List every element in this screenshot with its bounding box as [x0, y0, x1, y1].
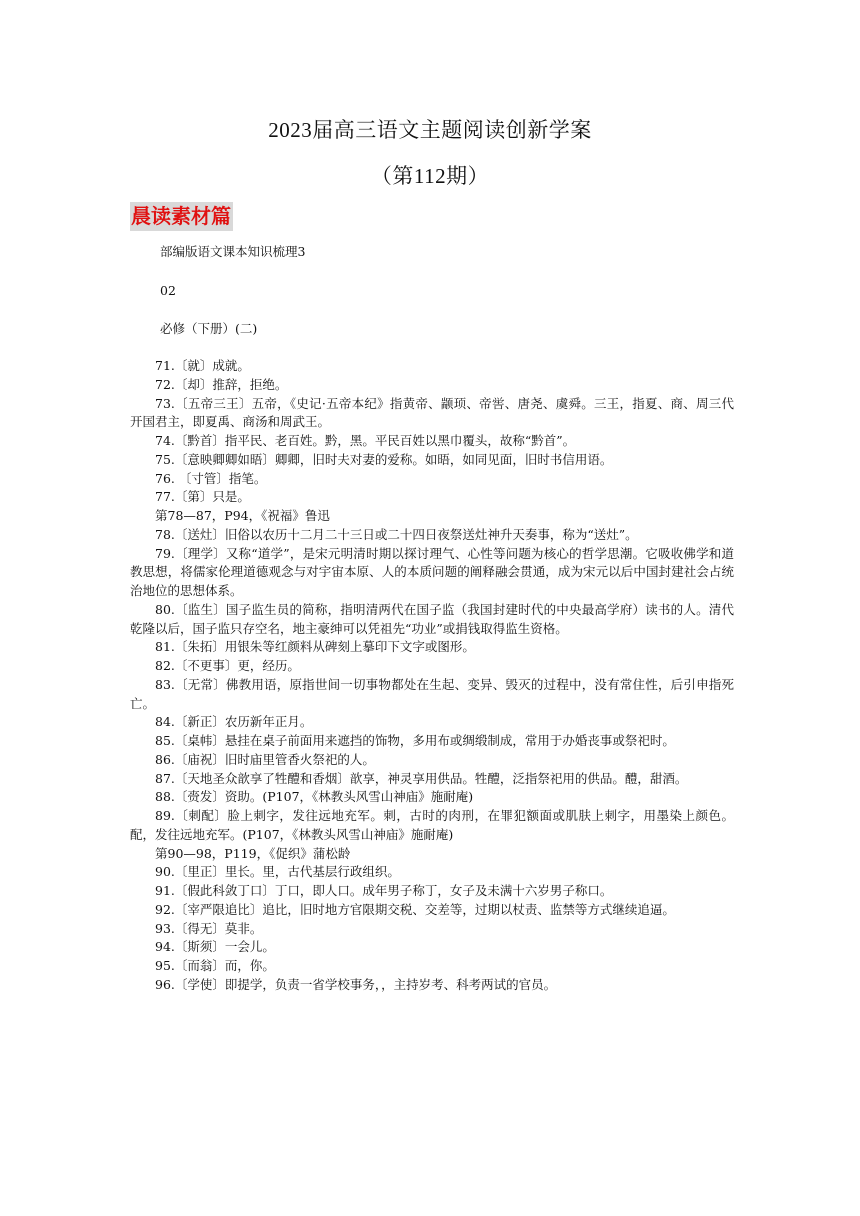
- entry-93: 93.〔得无〕莫非。: [155, 920, 263, 936]
- entry-84: 84.〔新正〕农历新年正月。: [155, 714, 313, 730]
- entry-80: 80.〔监生〕国子监生员的简称，指明清两代在国子监（我国封建时代的中央最高学府）读书的人。清代乾隆以后，国子监只存空名，地主豪绅可以凭祖先“功业”或捐钱取得监生资格。: [130, 601, 734, 636]
- intro-line-textbook: 部编版语文课本知识梳理3: [160, 244, 306, 259]
- intro-line-part: 02: [160, 283, 176, 298]
- entry-72: 72.〔却〕推辞，拒绝。: [155, 376, 288, 392]
- entry-87: 87.〔天地圣众歆享了牲醴和香烟〕歆享，神灵享用供品。牲醴，泛指祭祀用的供品。醴，甜酒。: [155, 770, 688, 786]
- entry-86: 86.〔庙祝〕旧时庙里管香火祭祀的人。: [155, 751, 375, 767]
- entry-90: 90.〔里正〕里长。里，古代基层行政组织。: [155, 864, 400, 880]
- source-line-zhufu: 第78—87，P94，《祝福》鲁迅: [155, 508, 330, 523]
- source-line-cuzhi: 第90—98，P119，《促织》蒲松龄: [155, 845, 351, 861]
- section-heading: 晨读素材篇: [130, 202, 233, 231]
- entry-88: 88.〔赍发〕资助。(P107，《林教头风雪山神庙》施耐庵): [155, 789, 474, 805]
- entry-71: 71.〔就〕成就。: [155, 358, 250, 373]
- entry-73: 73.〔五帝三王〕五帝，《史记·五帝本纪》指黄帝、颛顼、帝喾、唐尧、虞舜。三王，指夏、商、周三代开国君主，即夏禹、商汤和周武王。: [130, 395, 734, 430]
- entry-81: 81.〔朱拓〕用银朱等红颜料从碑刻上摹印下文字或图形。: [155, 639, 475, 655]
- entry-96: 96.〔学使〕即提学，负责一省学校事务，，主持岁考、科考两试的官员。: [155, 976, 557, 992]
- intro-line-volume: 必修（下册）(二): [160, 321, 258, 336]
- entry-75: 75.〔意映卿卿如晤〕卿卿，旧时夫对妻的爱称。如晤，如同见面，旧时书信用语。: [155, 451, 613, 467]
- issue-number: （第112期）: [370, 164, 490, 188]
- entry-74: 74.〔黔首〕指平民、老百姓。黔，黑。平民百姓以黑巾覆头，故称“黔首”。: [155, 433, 576, 448]
- entry-94: 94.〔斯须〕一会儿。: [155, 939, 275, 955]
- entry-85: 85.〔桌帏〕悬挂在桌子前面用来遮挡的饰物，多用布或绸缎制成，常用于办婚丧事或祭祀时。: [155, 733, 675, 748]
- entry-76: 76. 〔寸管〕指笔。: [155, 470, 267, 486]
- entry-78: 78.〔送灶〕旧俗以农历十二月二十三日或二十四日夜祭送灶神升天奏事，称为“送灶”。: [155, 526, 638, 542]
- entry-91: 91.〔假此科敛丁口〕丁口，即人口。成年男子称丁，女子及未满十六岁男子称口。: [155, 883, 613, 898]
- entry-92: 92.〔宰严限追比〕追比，旧时地方官限期交税、交差等，过期以杖责、监禁等方式继续追逼。: [155, 901, 675, 917]
- entry-95: 95.〔而翁〕而，你。: [155, 958, 275, 973]
- entry-79: 79.〔理学〕又称“道学”，是宋元明清时期以探讨理气、心性等问题为核心的哲学思潮。它吸收佛学和道教思想，将儒家伦理道德观念与对宇宙本原、人的本质问题的阐释融会贯通，成为宋元以后中国封建社会占统治地位的思想体系。: [130, 545, 734, 598]
- entry-77: 77.〔第〕只是。: [155, 489, 250, 505]
- entry-82: 82.〔不更事〕更，经历。: [155, 658, 300, 673]
- entries-list: [130, 357, 734, 995]
- entry-89: 89.〔刺配〕脸上刺字，发往远地充军。刺，古时的肉刑，在罪犯额面或肌肤上刺字，用墨染上颜色。配，发往远地充军。(P107，《林教头风雪山神庙》施耐庵): [130, 808, 734, 842]
- entry-83: 83.〔无常〕佛教用语，原指世间一切事物都处在生起、变异、毁灭的过程中，没有常住性，后引申指死亡。: [130, 676, 734, 711]
- document-title: 2023届高三语文主题阅读创新学案: [268, 118, 592, 142]
